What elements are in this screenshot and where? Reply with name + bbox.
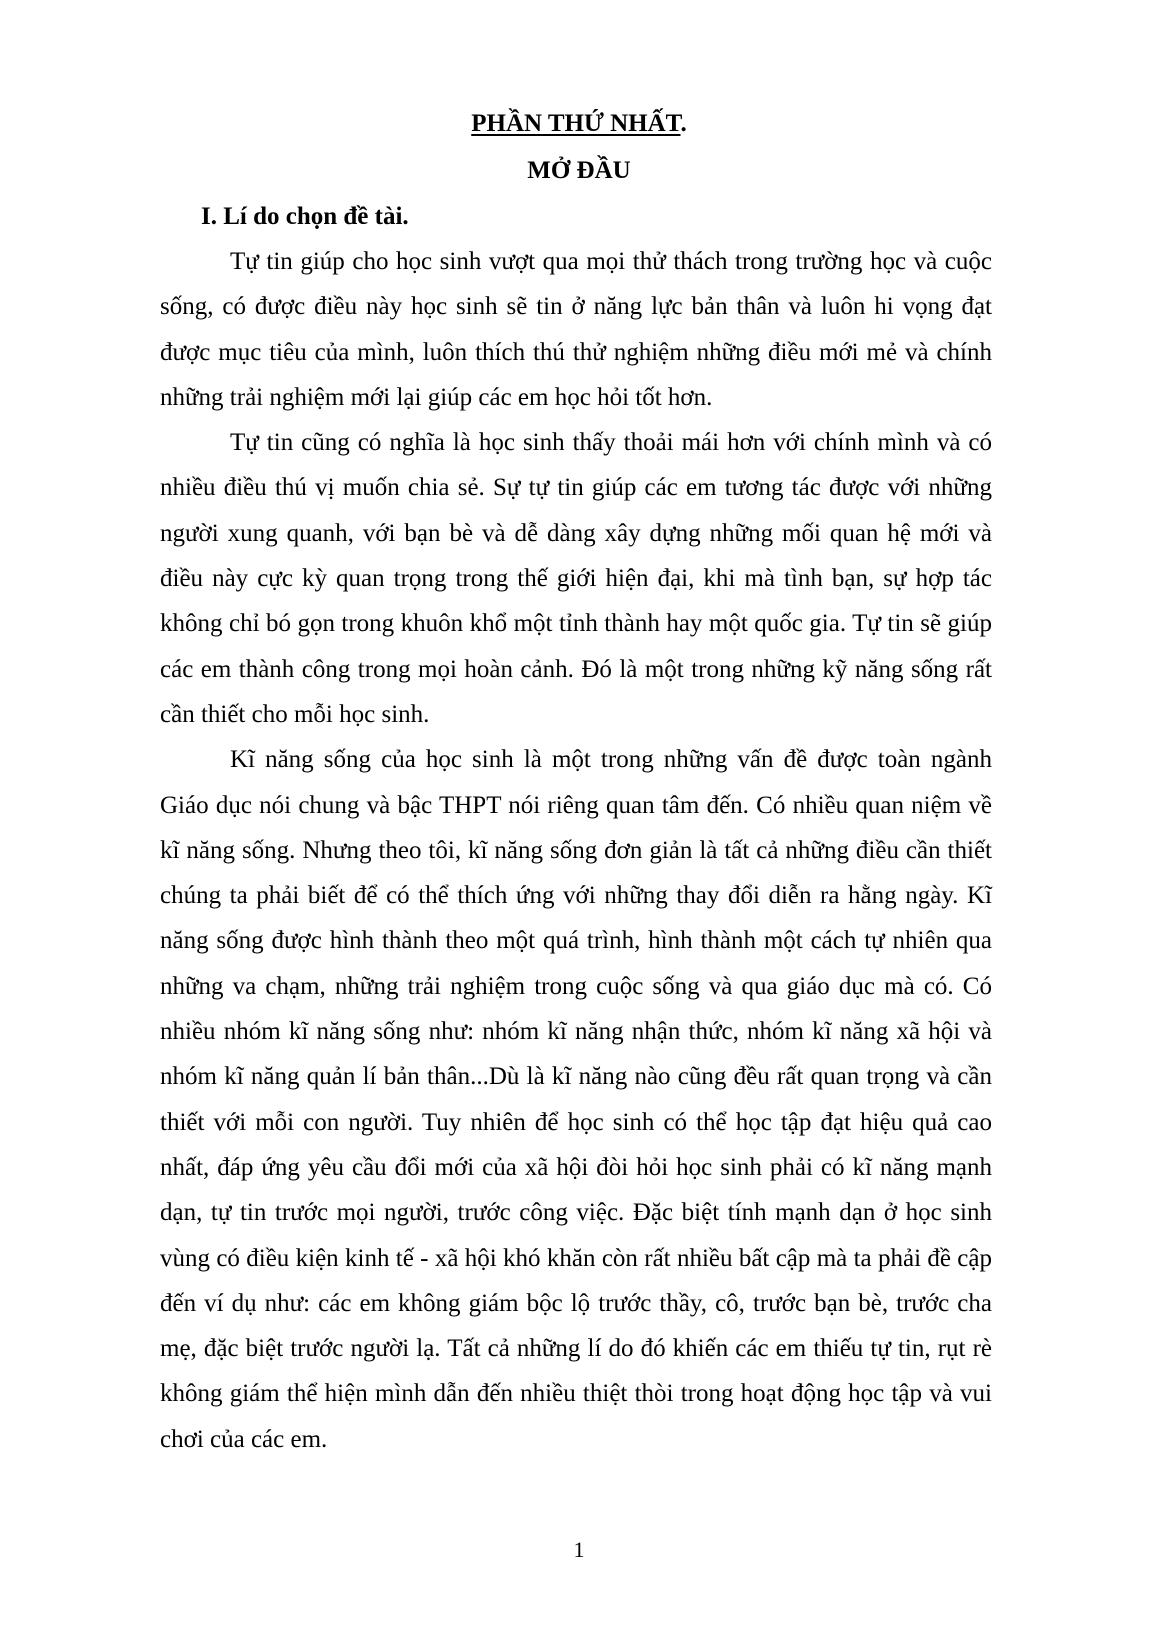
page-number: 1 <box>573 1537 585 1562</box>
body-text <box>160 239 992 1462</box>
section-heading: I. Lí do chọn đề tài. <box>201 203 409 230</box>
paragraph-2: Tự tin cũng có nghĩa là học sinh thấy thoải mái hơn với chính mình và có nhiều điều thú vị muốn chia sẻ. Sự tự tin giúp các em tương tác được với những người xung quanh, với bạn bè và dễ dàng xây dựng những mối quan hệ mới và điều này cực kỳ quan trọng trong thế giới hiện đại, khi mà tình bạn, sự hợp tác không chỉ bó gọn trong khuôn khổ một tỉnh thành hay một quốc gia. Tự tin sẽ giúp các em thành công trong mọi hoàn cảnh. Đó là một trong những kỹ năng sống rất cần thiết cho mỗi học sinh. <box>160 429 992 728</box>
paragraph-1: Tự tin giúp cho học sinh vượt qua mọi thử thách trong trường học và cuộc sống, có được điều này học sinh sẽ tin ở năng lực bản thân và luôn hi vọng đạt được mục tiêu của mình, luôn thích thú thử nghiệm những điều mới mẻ và chính những trải nghiệm mới lại giúp các em học hỏi tốt hơn. <box>160 248 992 411</box>
part-title <box>0 109 1158 139</box>
paragraph-3: Kĩ năng sống của học sinh là một trong những vấn đề được toàn ngành Giáo dục nói chung và bậc THPT nói riêng quan tâm đến. Có nhiều quan niệm về kĩ năng sống. Nhưng theo tôi, kĩ năng sống đơn giản là tất cả những điều cần thiết chúng ta phải biết để có thể thích ứng với những thay đổi diễn ra hằng ngày. Kĩ năng sống được hình thành theo một quá trình, hình thành một cách tự nhiên qua những va chạm, những trải nghiệm trong cuộc sống và qua giáo dục mà có. Có nhiều nhóm kĩ năng sống như: nhóm kĩ năng nhận thức, nhóm kĩ năng xã hội và nhóm kĩ năng quản lí bản thân...Dù là kĩ năng nào cũng đều rất quan trọng và cần thiết với mỗi con người. Tuy nhiên để học sinh có thể học tập đạt hiệu quả cao nhất, đáp ứng yêu cầu đổi mới của xã hội đòi hỏi học sinh phải có kĩ năng mạnh dạn, tự tin trước mọi người, trước công việc. Đặc biệt tính mạnh dạn ở học sinh vùng có điều kiện kinh tế - xã hội khó khăn còn rất nhiều bất cập mà ta phải đề cập đến ví dụ như: các em không giám bộc lộ trước thầy, cô, trước bạn bè, trước cha mẹ, đặc biệt trước người lạ. Tất cả những lí do đó khiến các em thiếu tự tin, rụt rè không giám thể hiện mình dẫn đến nhiều thiệt thòi trong hoạt động học tập và vui chơi của các em. <box>160 746 992 1453</box>
part-title-period: . <box>680 110 687 137</box>
part-title-text: PHẦN THỨ NHẤT <box>471 110 681 137</box>
part-subtitle: MỞ ĐẦU <box>527 157 631 184</box>
